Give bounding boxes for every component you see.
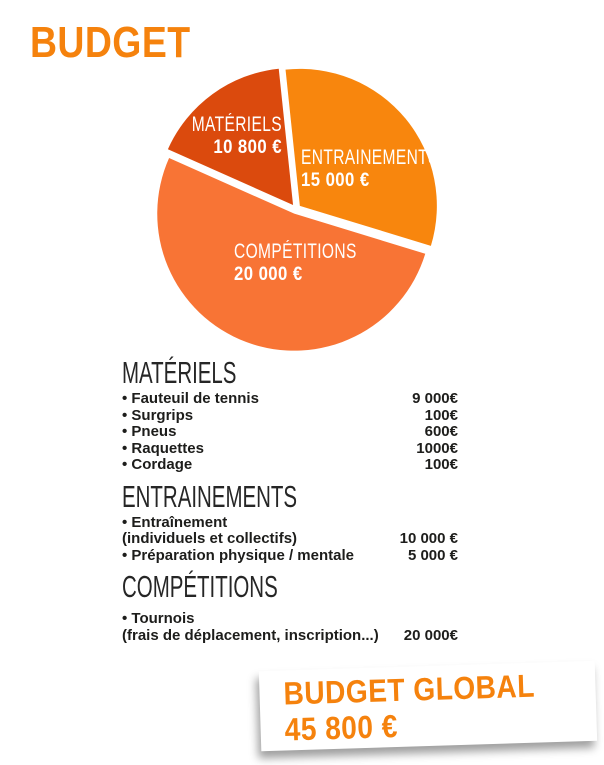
pie-slice-value: 20 000 € (234, 264, 303, 285)
table-row (122, 548, 458, 565)
item-sublabel: (individuels et collectifs) (122, 530, 298, 547)
section-entrainements (122, 478, 458, 565)
item-value: 600€ (424, 423, 458, 440)
item-value: 100€ (424, 456, 458, 473)
table-row (122, 424, 458, 441)
item-value: 100€ (424, 406, 458, 424)
section-heading: COMPÉTITIONS (122, 569, 278, 604)
pie-label-competitions (234, 241, 400, 287)
section-heading: MATÉRIELS (122, 355, 237, 390)
pie-slice-value: 15 000 € (301, 170, 370, 191)
item-value: 5 000 € (407, 546, 458, 564)
pie-label-entrainements (301, 147, 487, 193)
budget-detail-list (122, 355, 458, 644)
pie-slice-label: MATÉRIELS (191, 113, 282, 136)
item-label: • Tournois (122, 610, 195, 627)
table-row (122, 515, 458, 548)
table-row (122, 408, 458, 425)
item-label: • Entraînement (122, 513, 228, 531)
pie-label-materiels (160, 114, 282, 160)
item-value: 1000€ (416, 439, 458, 457)
item-value: 9 000€ (412, 390, 458, 407)
budget-global-label: BUDGET GLOBAL (282, 667, 536, 712)
table-row (122, 457, 458, 474)
item-label: • Préparation physique / mentale (122, 546, 354, 564)
item-label: • Pneus (122, 423, 177, 440)
section-heading: ENTRAINEMENTS (122, 478, 298, 514)
table-row (122, 391, 458, 408)
pie-slice-label: ENTRAINEMENTS (301, 146, 439, 169)
item-sublabel: (frais de déplacement, inscription...) (122, 626, 379, 644)
item-label: • Surgrips (122, 406, 194, 424)
item-label: • Fauteuil de tennis (122, 390, 259, 407)
table-row (122, 441, 458, 458)
item-value: 10 000 € (399, 530, 458, 547)
budget-global-value: 45 800 € (284, 707, 399, 748)
pie-slice-value: 10 800 € (213, 137, 282, 158)
table-row (122, 611, 458, 644)
item-label: • Raquettes (122, 439, 204, 457)
section-materiels (122, 355, 458, 474)
budget-global-box (259, 661, 597, 752)
item-label: • Cordage (122, 456, 193, 473)
pie-slice-label: COMPÉTITIONS (234, 240, 357, 263)
page-title: BUDGET (30, 18, 191, 67)
section-competitions (122, 569, 458, 644)
item-value: 20 000€ (403, 626, 458, 644)
